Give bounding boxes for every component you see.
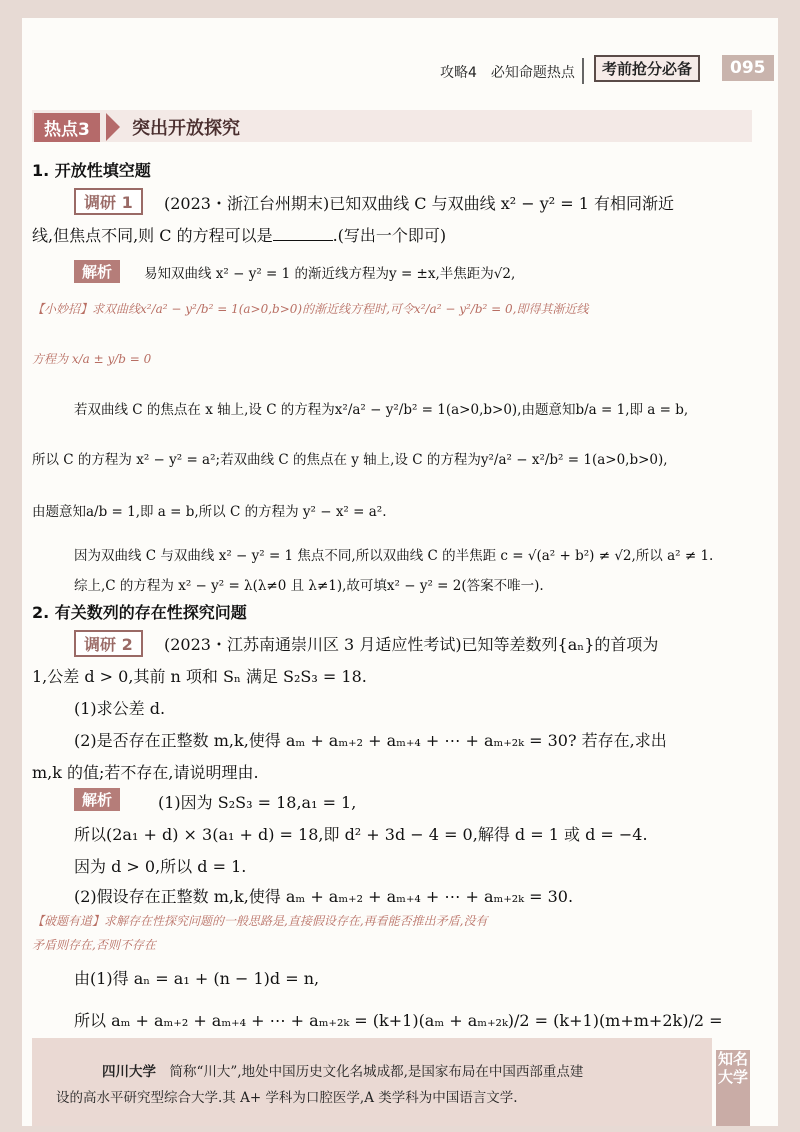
analysis1-tag: 解析 xyxy=(74,260,120,283)
question1-line2-text: 线,但焦点不同,则 C 的方程可以是 xyxy=(32,226,273,245)
section2-heading: 2. 有关数列的存在性探究问题 xyxy=(32,603,247,622)
para2-line1: 因为双曲线 C 与双曲线 x² − y² = 1 焦点不同,所以双曲线 C 的半焦距 c = √(a² + b²) ≠ √2,所以 a² ≠ 1. xyxy=(74,548,714,564)
footer-line1 xyxy=(102,1060,583,1080)
question2-line1: (2023・江苏南通崇川区 3 月适应性考试)已知等差数列{aₙ}的首项为 xyxy=(164,635,659,654)
question1-line2-end: .(写出一个即可) xyxy=(332,226,447,245)
tip2-line2: 矛盾则存在,否则不存在 xyxy=(32,938,156,952)
solution-line1: (1)因为 S₂S₃ = 18,a₁ = 1, xyxy=(158,793,357,812)
solution-line5: 由(1)得 aₙ = a₁ + (n − 1)d = n, xyxy=(74,969,320,988)
para1-line2: 所以 C 的方程为 x² − y² = a²;若双曲线 C 的焦点在 y 轴上,设 C 的方程为y²/a² − x²/b² = 1(a>0,b>0), xyxy=(32,452,668,468)
tip2-line1: 【破题有道】求解存在性探究问题的一般思路是,直接假设存在,再看能否推出矛盾,没有 xyxy=(32,914,488,928)
hot-topic-label: 热点3 xyxy=(34,113,100,142)
question1-tag: 调研 1 xyxy=(74,188,143,215)
solution-line3: 因为 d > 0,所以 d = 1. xyxy=(74,857,247,876)
header-chapter: 攻略4 必知命题热点 xyxy=(440,65,575,81)
footer-band xyxy=(32,1038,712,1126)
section1-heading: 1. 开放性填空题 xyxy=(32,161,151,180)
tip1-line2: 方程为 x/a ± y/b = 0 xyxy=(32,352,152,366)
para2-line2: 综上,C 的方程为 x² − y² = λ(λ≠0 且 λ≠1),故可填x² − y² = 2(答案不唯一). xyxy=(74,578,544,594)
tip1-line1: 【小妙招】求双曲线x²/a² − y²/b² = 1(a>0,b>0)的渐近线方程时,可令x²/a² − y²/b² = 0,即得其渐近线 xyxy=(32,302,589,316)
header-divider xyxy=(582,58,584,84)
analysis2-tag: 解析 xyxy=(74,788,120,811)
answer-blank xyxy=(273,240,333,241)
footer-university-name: 四川大学 xyxy=(102,1064,156,1080)
question2-part2-line1: (2)是否存在正整数 m,k,使得 aₘ + aₘ₊₂ + aₘ₊₄ + ⋯ + aₘ₊₂ₖ = 30? 若存在,求出 xyxy=(74,731,667,750)
arrow-right-icon xyxy=(106,113,120,141)
page xyxy=(22,18,778,1126)
solution-line2: 所以(2a₁ + d) × 3(a₁ + d) = 18,即 d² + 3d − 4 = 0,解得 d = 1 或 d = −4. xyxy=(74,825,648,844)
side-tab-famous-university: 知名大学 xyxy=(716,1050,750,1126)
solution-line6: 所以 aₘ + aₘ₊₂ + aₘ₊₄ + ⋯ + aₘ₊₂ₖ = (k+1)(aₘ + aₘ₊₂ₖ)/2 = (k+1)(m+m+2k)/2 = xyxy=(74,1011,723,1030)
question1-line2 xyxy=(32,223,446,246)
footer-text1: 简称“川大”,地处中国历史文化名城成都,是国家布局在中国西部重点建 xyxy=(169,1064,584,1080)
footer-line2: 设的高水平研究型综合大学.其 A+ 学科为口腔医学,A 类学科为中国语言文学. xyxy=(56,1090,518,1106)
question1-line1: (2023・浙江台州期末)已知双曲线 C 与双曲线 x² − y² = 1 有相同渐近 xyxy=(164,194,675,213)
hot-topic-title: 突出开放探究 xyxy=(132,118,240,139)
question2-line2: 1,公差 d > 0,其前 n 项和 Sₙ 满足 S₂S₃ = 18. xyxy=(32,667,367,686)
header-title: 考前抢分必备 xyxy=(594,55,700,82)
analysis1-line1: 易知双曲线 x² − y² = 1 的渐近线方程为y = ±x,半焦距为√2, xyxy=(144,266,516,282)
solution-line4: (2)假设存在正整数 m,k,使得 aₘ + aₘ₊₂ + aₘ₊₄ + ⋯ + aₘ₊₂ₖ = 30. xyxy=(74,887,574,906)
para1-line3: 由题意知a/b = 1,即 a = b,所以 C 的方程为 y² − x² = a². xyxy=(32,504,387,520)
question2-part2-line2: m,k 的值;若不存在,请说明理由. xyxy=(32,763,259,782)
question2-tag: 调研 2 xyxy=(74,630,143,657)
page-number: 095 xyxy=(722,55,774,81)
para1-line1: 若双曲线 C 的焦点在 x 轴上,设 C 的方程为x²/a² − y²/b² = 1(a>0,b>0),由题意知b/a = 1,即 a = b, xyxy=(74,402,689,418)
question2-part1: (1)求公差 d. xyxy=(74,699,166,718)
